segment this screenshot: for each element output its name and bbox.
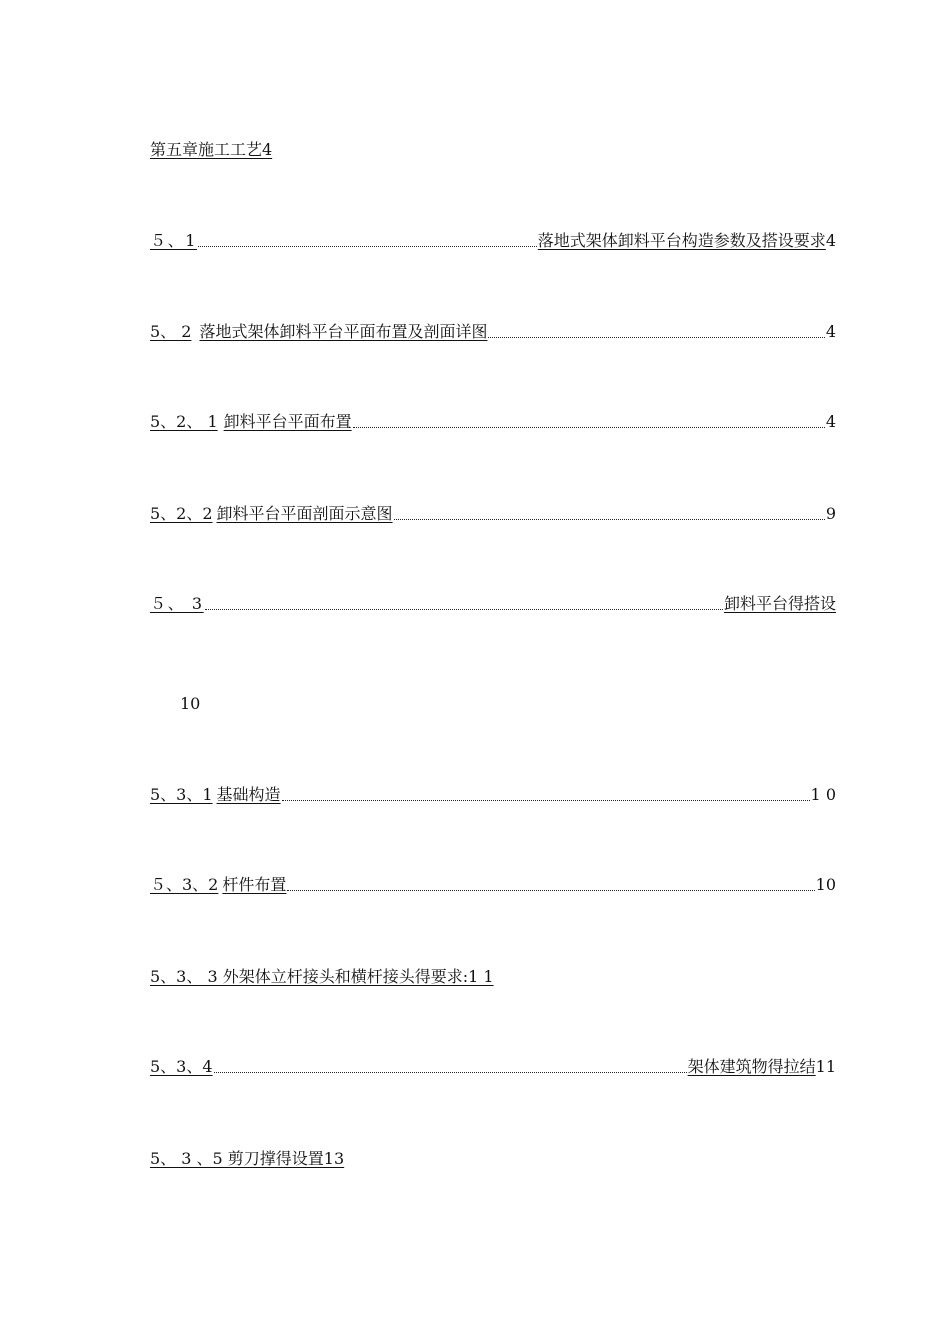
toc-entry-title: 杆件布置 — [222, 875, 287, 894]
toc-leader-dots — [214, 1071, 687, 1073]
toc-entry-title: 卸料平台平面布置 — [223, 412, 352, 431]
toc-entry-number: ５、 3 — [150, 594, 204, 613]
toc-entry-5-3-2[interactable] — [150, 873, 836, 897]
toc-leader-dots — [353, 426, 825, 428]
toc-entry-number: 5、2、2 — [150, 504, 213, 523]
toc-entry-title: 落地式架体卸料平台构造参数及搭设要求 — [537, 231, 826, 250]
toc-entry-5-3-1[interactable] — [150, 783, 836, 807]
toc-entry-title: 架体建筑物得拉结 — [687, 1057, 816, 1076]
toc-entry-page: 9 — [825, 504, 836, 523]
toc-chapter-heading[interactable] — [150, 138, 836, 162]
toc-entry-5-3-4[interactable] — [150, 1055, 836, 1079]
toc-leader-dots — [282, 799, 810, 801]
toc-entry-title: 落地式架体卸料平台平面布置及剖面详图 — [199, 322, 488, 341]
toc-leader-dots — [198, 245, 537, 247]
toc-entry-number: 5、 2 — [150, 322, 192, 341]
toc-entry-text: 5、3、 3 外架体立杆接头和横杆接头得要求:1 1 — [150, 967, 494, 986]
toc-leader-dots — [287, 889, 814, 891]
toc-entry-5-2-2[interactable] — [150, 502, 836, 526]
toc-entry-5-3-3[interactable] — [150, 965, 836, 989]
toc-entry-number: 5、3、1 — [150, 785, 213, 804]
toc-entry-number: 5、3、4 — [150, 1057, 213, 1076]
toc-entry-title: 卸料平台得搭设 — [723, 594, 836, 613]
toc-entry-page: 10 — [815, 875, 836, 894]
toc-entry-5-2-1[interactable] — [150, 410, 836, 434]
toc-leader-dots — [488, 336, 824, 338]
toc-entry-number: 5、2、 1 — [150, 412, 218, 431]
toc-entry-title: 卸料平台平面剖面示意图 — [216, 504, 393, 523]
toc-entry-page: 1 0 — [810, 785, 836, 804]
toc-entry-page: 4 — [825, 322, 836, 341]
toc-entry-number: ５、3、2 — [150, 875, 219, 894]
toc-entry-page: 11 — [815, 1057, 836, 1076]
toc-entry-page: 4 — [825, 412, 836, 431]
toc-entry-title: 基础构造 — [216, 785, 281, 804]
toc-entry-page: 4 — [825, 231, 836, 250]
toc-entry-text: 5、 3 、5 剪刀撑得设置13 — [150, 1149, 345, 1168]
toc-entry-5-3-page: 10 — [180, 694, 201, 713]
toc-entry-5-3[interactable] — [150, 592, 836, 616]
toc-entry-number: ５、1 — [150, 231, 197, 250]
toc-entry-5-1[interactable] — [150, 229, 836, 253]
toc-entry-5-3-5[interactable] — [150, 1147, 836, 1171]
toc-leader-dots — [205, 608, 723, 610]
toc-entry-5-2[interactable] — [150, 320, 836, 344]
toc-leader-dots — [394, 518, 825, 520]
chapter-title[interactable]: 第五章施工工艺4 — [150, 140, 273, 159]
